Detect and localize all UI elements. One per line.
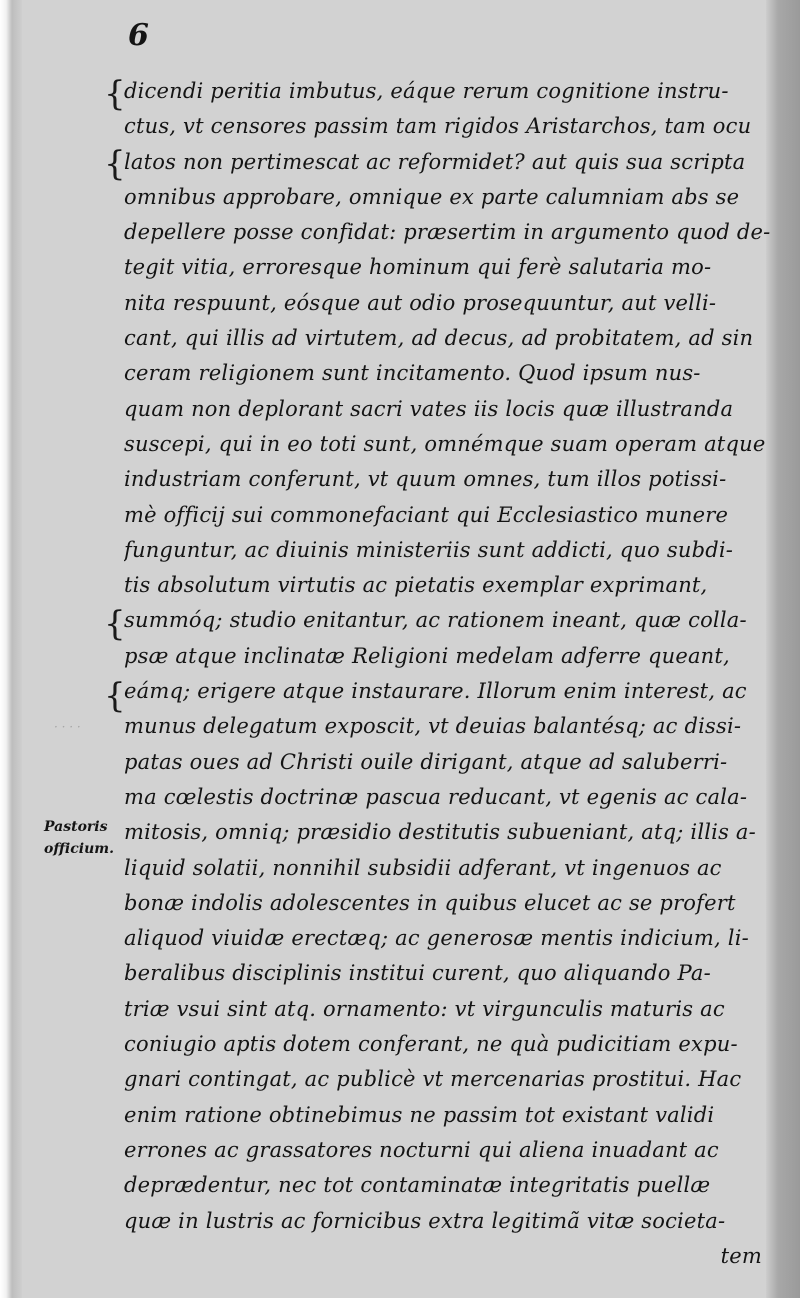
text-line: beralibus disciplinis institui curent, quo aliquando Pa-: [124, 961, 711, 986]
handwritten-bracket-mark: {: [104, 604, 126, 644]
handwritten-bracket-mark: {: [104, 144, 126, 184]
text-line: mitosis, omniq; præsidio destitutis subueniant, atq; illis a-: [124, 820, 756, 845]
text-line: ctus, vt censores passim tam rigidos Aristarchos, tam ocu: [124, 114, 752, 139]
text-line: latos non pertimescat ac reformidet? aut quis sua scripta: [124, 149, 746, 174]
text-line: patas oues ad Christi ouile dirigant, atque ad saluberri-: [124, 749, 728, 774]
text-line: errones ac grassatores nocturni qui aliena inuadant ac: [124, 1137, 719, 1162]
marginal-note: [44, 816, 124, 860]
text-line: bonæ indolis adolescentes in quibus elucet ac se profert: [124, 890, 736, 915]
text-line: mè officij sui commonefaciant qui Ecclesiastico munere: [124, 502, 729, 527]
text-line: coniugio aptis dotem conferant, ne quà pudicitiam expu-: [124, 1032, 738, 1057]
text-line: triæ vsui sint atq. ornamento: vt virgunculis maturis ac: [124, 996, 725, 1021]
text-line: ceram religionem sunt incitamento. Quod ipsum nus-: [124, 361, 701, 386]
text-line: quam non deplorant sacri vates iis locis quæ illustranda: [124, 396, 734, 421]
text-line: gnari contingat, ac publicè vt mercenarias prostitui. Hac: [124, 1067, 742, 1092]
text-line: nita respuunt, eósque aut odio prosequuntur, aut velli-: [124, 290, 717, 315]
text-line: munus delegatum exposcit, vt deuias balantésq; ac dissi-: [124, 714, 742, 739]
text-line: suscepi, qui in eo toti sunt, omnémque suam operam atque: [124, 431, 766, 456]
text-line: tis absolutum virtutis ac pietatis exemplar exprimant,: [124, 573, 708, 598]
handwritten-bracket-mark: {: [104, 676, 126, 716]
text-line: omnibus approbare, omnique ex parte calumniam abs se: [124, 184, 740, 209]
text-line: psæ atque inclinatæ Religioni medelam adferre queant,: [124, 643, 730, 668]
handwritten-bracket-mark: {: [104, 74, 126, 114]
text-line: liquid solatii, nonnihil subsidii adferant, vt ingenuos ac: [124, 855, 722, 880]
text-line: cant, qui illis ad virtutem, ad decus, ad probitatem, ad sin: [124, 326, 754, 351]
text-line: enim ratione obtinebimus ne passim tot existant validi: [124, 1102, 715, 1127]
marginal-note-line: Pastoris: [44, 819, 108, 835]
page-binding-gutter: [0, 0, 22, 1298]
text-line: summóq; studio enitantur, ac rationem ineant, quæ colla-: [124, 608, 747, 633]
page-number: 6: [128, 18, 149, 53]
text-line: tem: [720, 1243, 762, 1268]
text-line: eámq; erigere atque instaurare. Illorum enim interest, ac: [124, 679, 747, 704]
text-line: depellere posse confidat: præsertim in argumento quod de-: [124, 220, 771, 245]
text-line: tegit vitia, erroresque hominum qui ferè salutaria mo-: [124, 255, 712, 280]
text-line: aliquod viuidæ erectæq; ac generosæ mentis indicium, li-: [124, 926, 749, 951]
text-line: funguntur, ac diuinis ministeriis sunt addicti, quo subdi-: [124, 537, 734, 562]
text-line: deprædentur, nec tot contaminatæ integritatis puellæ: [124, 1173, 711, 1198]
marginal-note-line: officium.: [44, 841, 114, 857]
text-line: industriam conferunt, vt quum omnes, tum illos potissi-: [124, 467, 727, 492]
text-line: quæ in lustris ac fornicibus extra legitimã vitæ societa-: [124, 1208, 726, 1233]
text-line: ma cœlestis doctrinæ pascua reducant, vt egenis ac cala-: [124, 784, 748, 809]
text-line: dicendi peritia imbutus, eáque rerum cognitione instru-: [124, 79, 729, 103]
body-text: [124, 74, 772, 1274]
ink-show-through: · · · ·: [54, 720, 81, 734]
